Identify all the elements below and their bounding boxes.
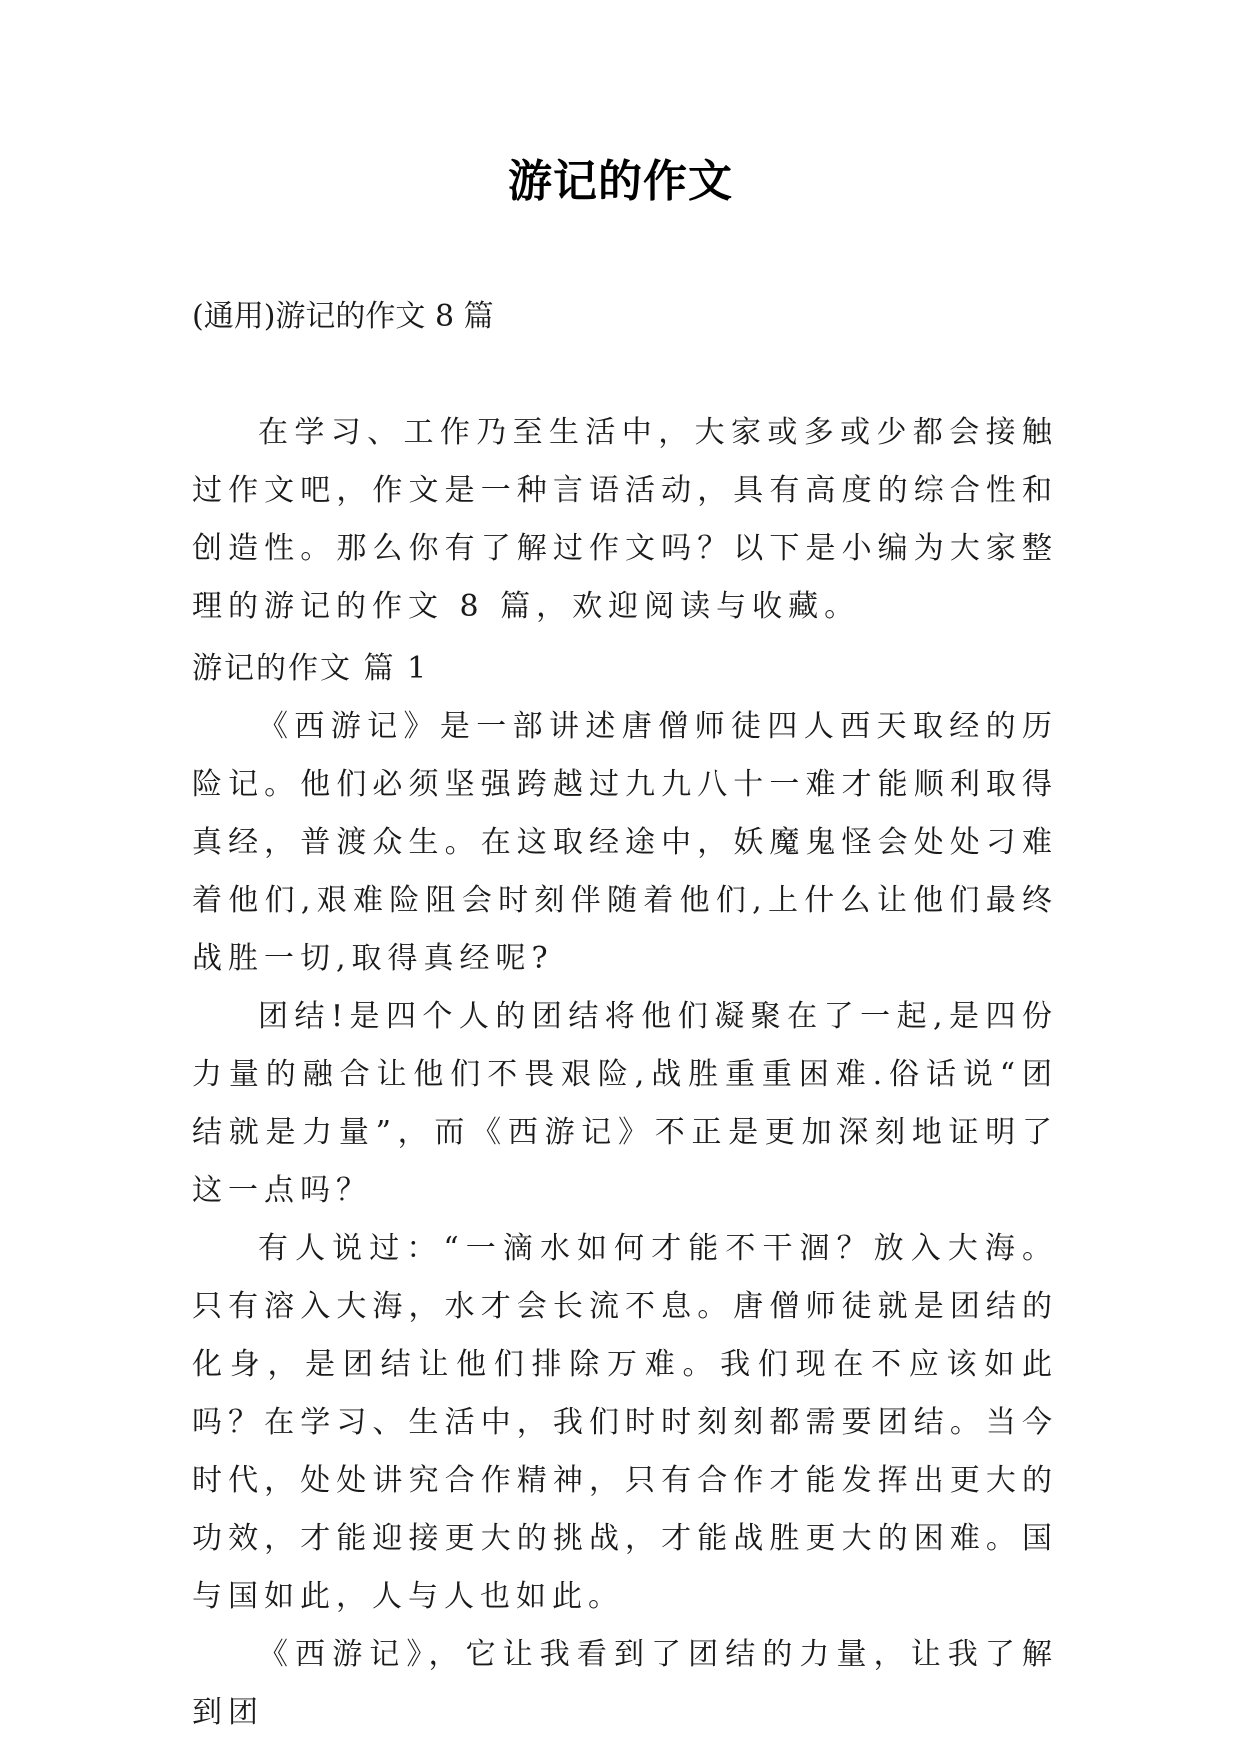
intro-block [192, 404, 1058, 636]
section-paragraph-1: 《西游记》是一部讲述唐僧师徒四人西天取经的历险记。他们必须坚强跨越过九九八十一难才能顺利取得真经，普渡众生。在这取经途中，妖魔鬼怪会处处刁难着他们,艰难险阻会时刻伴随着他们,上什么让他们最终战胜一切,取得真经呢? [192, 709, 1058, 976]
intro-paragraph: 在学习、工作乃至生活中，大家或多或少都会接触过作文吧，作文是一种言语活动，具有高度的综合性和创造性。那么你有了解过作文吗？以下是小编为大家整理的游记的作文 8 篇，欢迎阅读与收藏。 [192, 415, 1058, 624]
section-paragraph-4: 《西游记》，它让我看到了团结的力量，让我了解到团 [192, 1637, 1058, 1730]
document-subtitle: (通用)游记的作文 8 篇 [192, 299, 494, 334]
section-paragraph-3: 有人说过：“一滴水如何才能不干涸？放入大海。只有溶入大海，水才会长流不息。唐僧师徒就是团结的化身，是团结让他们排除万难。我们现在不应该如此吗？在学习、生活中，我们时时刻刻都需要团结。当今时代，处处讲究合作精神，只有合作才能发挥出更大的功效，才能迎接更大的挑战，才能战胜更大的困难。国与国如此，人与人也如此。 [192, 1231, 1058, 1614]
section-paragraph-2: 团结!是四个人的团结将他们凝聚在了一起,是四份力量的融合让他们不畏艰险,战胜重重困难.俗话说“团结就是力量”，而《西游记》不正是更加深刻地证明了这一点吗？ [192, 999, 1058, 1208]
section-heading: 游记的作文 篇 1 [192, 651, 429, 686]
document-title: 游记的作文 [508, 156, 733, 207]
section-1 [192, 640, 1058, 1742]
